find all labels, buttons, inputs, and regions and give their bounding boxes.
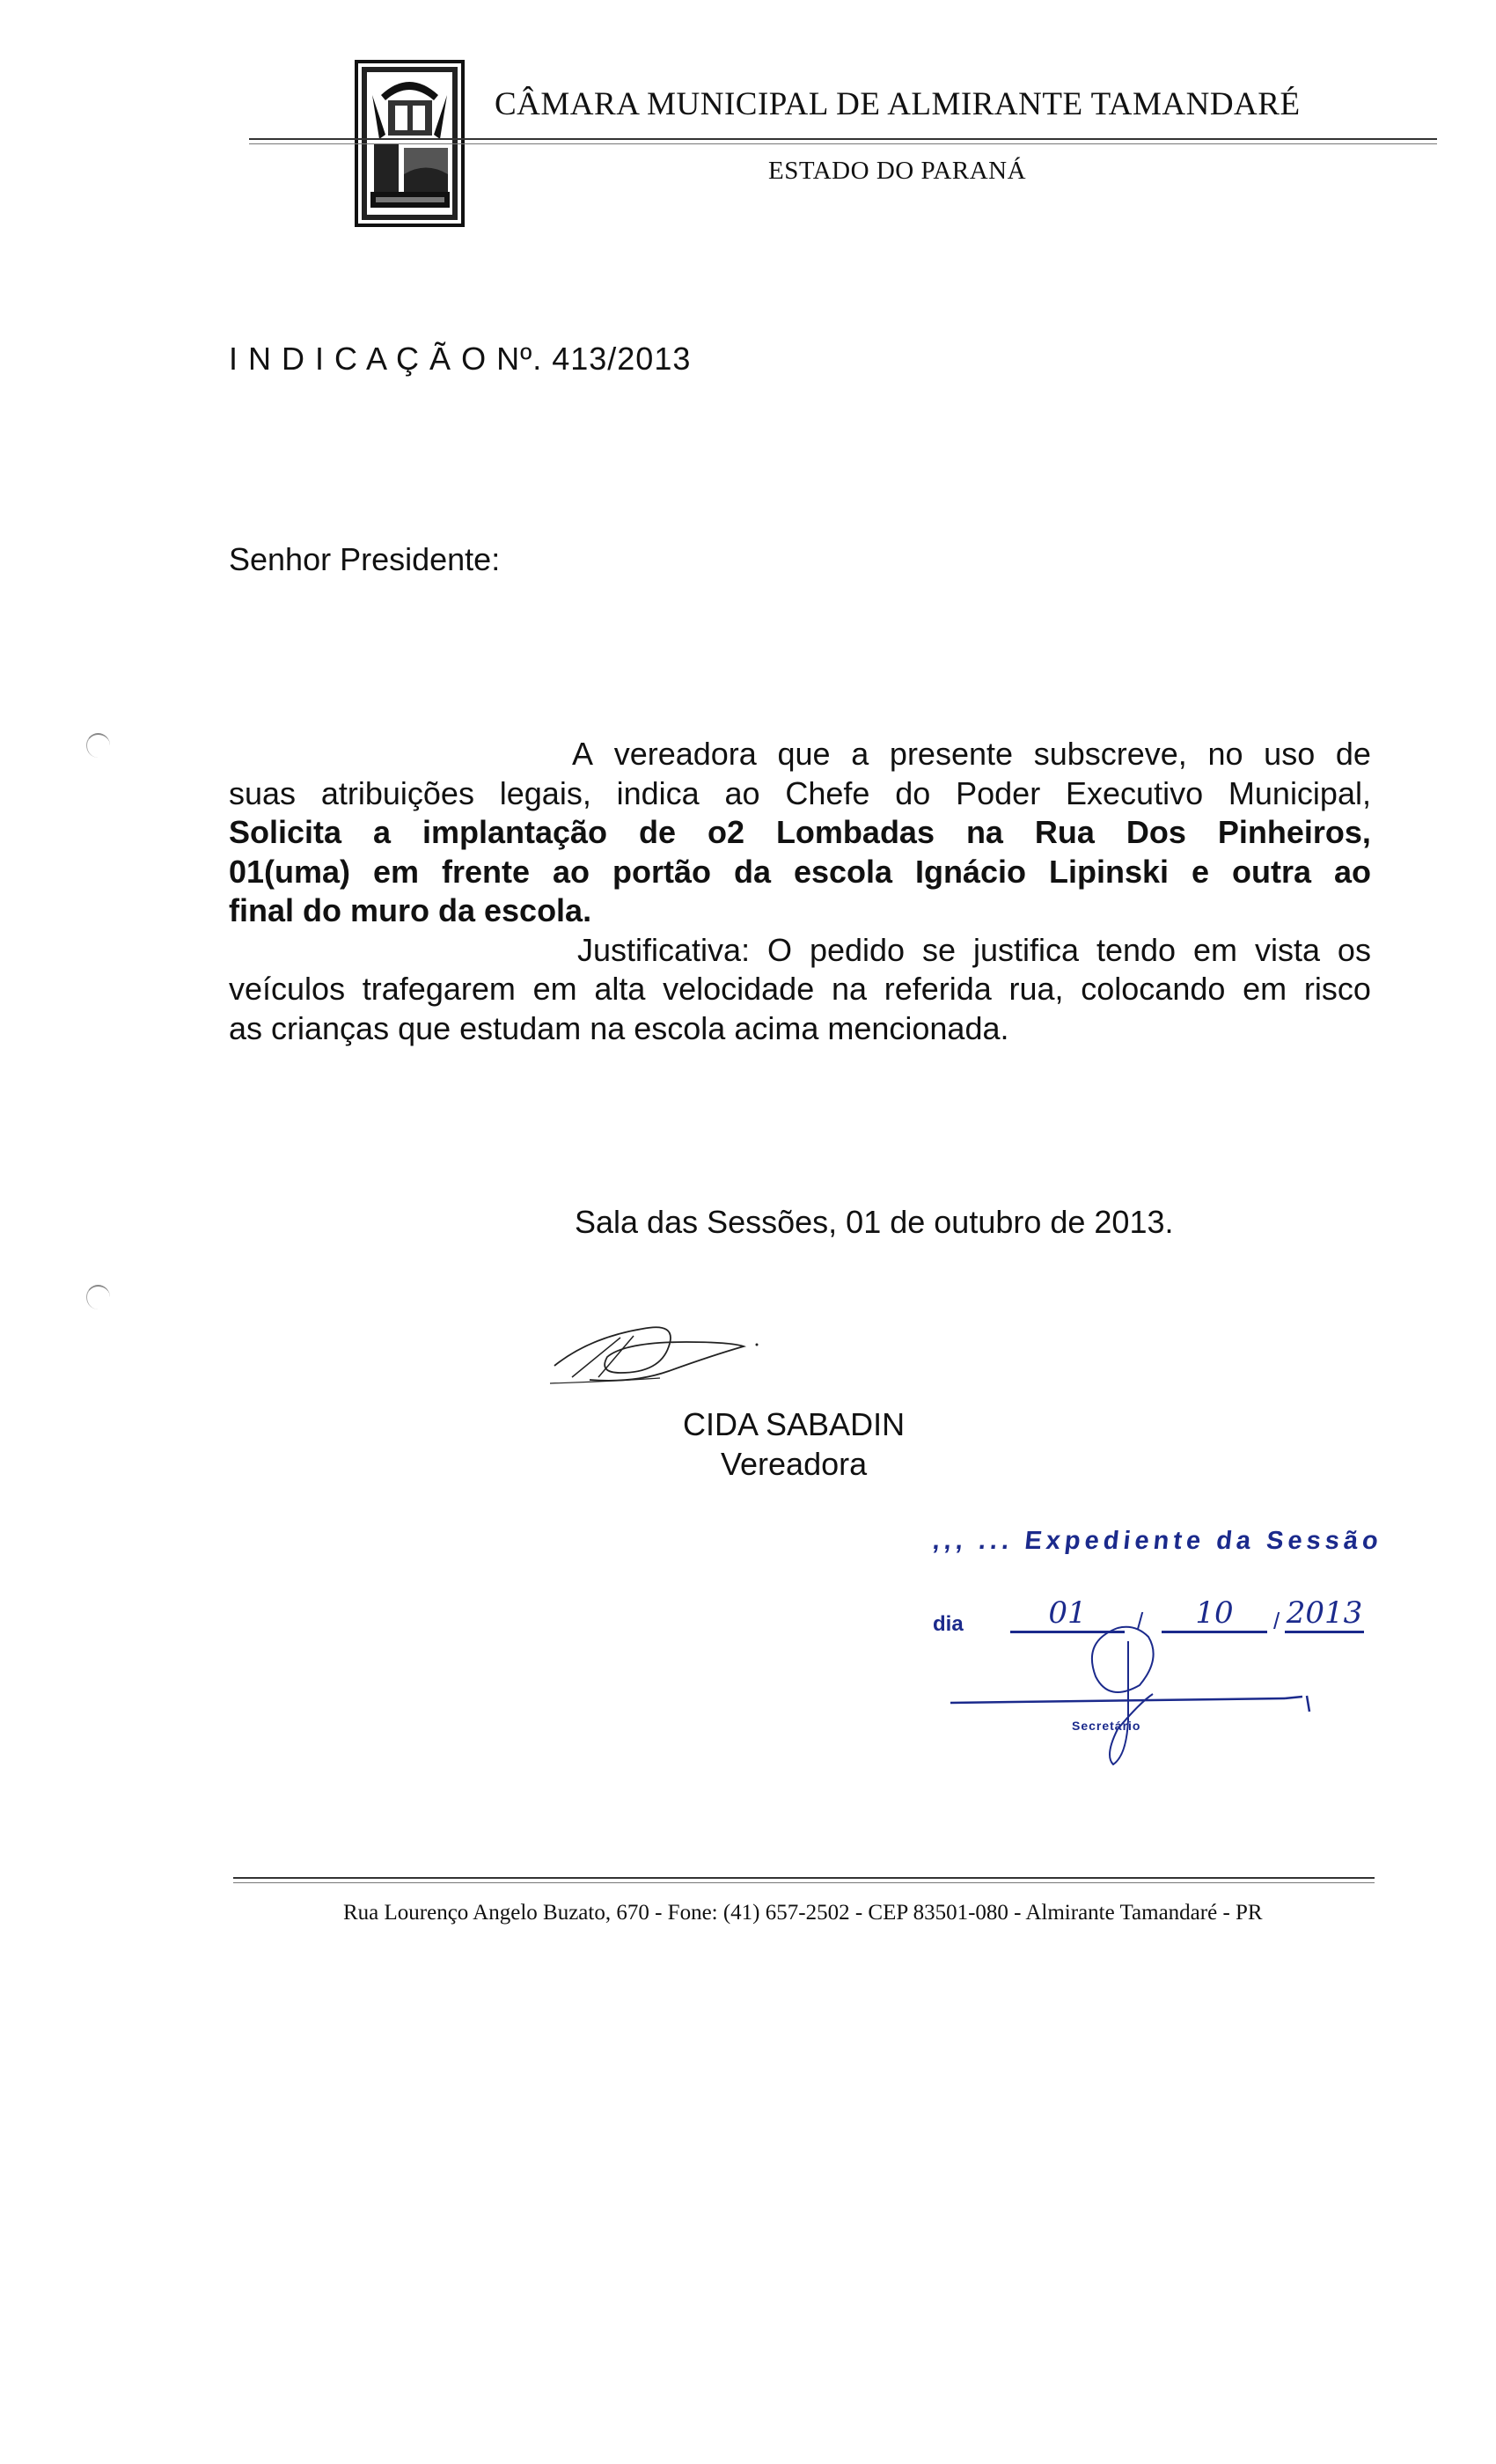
body-word: legais, (499, 774, 591, 811)
justification-line (229, 931, 1371, 971)
body-word: frente (442, 853, 531, 890)
salutation: Senhor Presidente: (229, 541, 501, 577)
body-word: em (1193, 931, 1238, 968)
body-word: implantação (422, 814, 608, 850)
punch-hole-mark (86, 1285, 110, 1309)
body-word: se (922, 931, 957, 968)
body-word: Lombadas (775, 814, 935, 850)
body-word: ao (553, 853, 590, 890)
body-line (229, 735, 1371, 774)
stamp-year: 2013 (1285, 1595, 1364, 1633)
footer-divider-secondary (233, 1882, 1375, 1883)
body-word: Justificativa: (577, 931, 751, 968)
body-word: vereadora (613, 736, 757, 772)
body-word: os (1337, 931, 1371, 968)
body-word: subscreve, (1033, 736, 1187, 772)
signer-name: CIDA SABADIN (683, 1406, 906, 1442)
body-word: e (1192, 853, 1210, 890)
body-word: o2 (707, 814, 744, 850)
stamp-role-label: Secretário (1072, 1719, 1141, 1733)
body-line (229, 774, 1371, 814)
body-line: as crianças que estudam na escola acima mencionada. (229, 1009, 1009, 1046)
body-word: na (965, 814, 1003, 850)
document-body (229, 735, 1371, 1048)
body-word: ao (724, 774, 760, 811)
body-word: A (572, 736, 594, 772)
footer-divider (233, 1877, 1375, 1879)
body-word: que (777, 736, 831, 772)
body-word: veículos (229, 971, 346, 1007)
body-word: suas (229, 774, 297, 811)
body-word: alta (594, 971, 646, 1007)
body-word: de (639, 814, 677, 850)
body-word: em (532, 971, 577, 1007)
organization-name: CÂMARA MUNICIPAL DE ALMIRANTE TAMANDARÉ (495, 86, 1301, 122)
stamp-heading: ,,, ... Expediente da Sessão (931, 1527, 1384, 1555)
stamp-separator: / (1137, 1608, 1144, 1634)
body-word: Dos (1126, 814, 1186, 850)
body-line-bold (229, 853, 1371, 892)
body-word: no (1207, 736, 1243, 772)
body-word: da (733, 853, 771, 890)
body-word: pedido (809, 931, 906, 968)
body-word: referida (884, 971, 992, 1007)
body-word: na (831, 971, 867, 1007)
organization-state: ESTADO DO PARANÁ (768, 157, 1027, 185)
body-word: Ignácio (915, 853, 1027, 890)
body-word: Lipinski (1049, 853, 1170, 890)
body-word: Rua (1034, 814, 1095, 850)
body-word: a (373, 814, 392, 850)
body-word: presente (889, 736, 1014, 772)
body-word: Chefe (785, 774, 870, 811)
body-word: Pinheiros, (1217, 814, 1371, 850)
body-word: escola (793, 853, 893, 890)
stamp-month: 10 (1162, 1595, 1267, 1633)
letterhead-divider-secondary (249, 143, 1437, 144)
body-word: ao (1333, 853, 1371, 890)
stamp-rubric-signature (933, 1624, 1364, 1791)
body-word: indica (616, 774, 700, 811)
body-word: Poder (956, 774, 1041, 811)
body-word: a (851, 736, 869, 772)
body-word: outra (1232, 853, 1311, 890)
body-word: portão (612, 853, 711, 890)
body-word: O (767, 931, 793, 968)
body-word: Solicita (229, 814, 342, 850)
body-word: risco (1303, 971, 1371, 1007)
body-word: 01(uma) (229, 853, 351, 890)
body-word: em (1243, 971, 1287, 1007)
stamp-day: 01 (1010, 1595, 1125, 1633)
handwritten-signature (537, 1302, 766, 1399)
body-word: do (895, 774, 931, 811)
stamp-day-label: dia (933, 1612, 964, 1636)
body-line (229, 970, 1371, 1009)
letterhead-divider (249, 138, 1437, 140)
stamp-separator: / (1273, 1608, 1280, 1634)
body-word: em (373, 853, 420, 890)
body-word: tendo (1096, 931, 1177, 968)
body-word: de (1335, 736, 1371, 772)
punch-hole-mark (86, 733, 110, 758)
body-word: trafegarem (362, 971, 516, 1007)
body-word: colocando (1081, 971, 1226, 1007)
receipt-stamp (931, 1527, 1384, 1791)
body-word: velocidade (663, 971, 815, 1007)
document-title: I N D I C A Ç Ã O Nº. 413/2013 (229, 341, 692, 377)
body-word: Executivo (1066, 774, 1204, 811)
body-line-bold (229, 813, 1371, 853)
body-word: vista (1254, 931, 1320, 968)
body-word: rua, (1008, 971, 1064, 1007)
body-word: justifica (972, 931, 1080, 968)
body-word: uso (1264, 736, 1316, 772)
signer-role: Vereadora (721, 1446, 868, 1482)
place-and-date: Sala das Sessões, 01 de outubro de 2013. (575, 1204, 1174, 1240)
body-line-bold: final do muro da escola. (229, 892, 592, 928)
body-word: Municipal, (1228, 774, 1371, 811)
footer-address: Rua Lourenço Angelo Buzato, 670 - Fone: (41) 657-2502 - CEP 83501-080 - Almirante Tamandaré - PR (343, 1901, 1263, 1925)
body-word: atribuições (320, 774, 474, 811)
